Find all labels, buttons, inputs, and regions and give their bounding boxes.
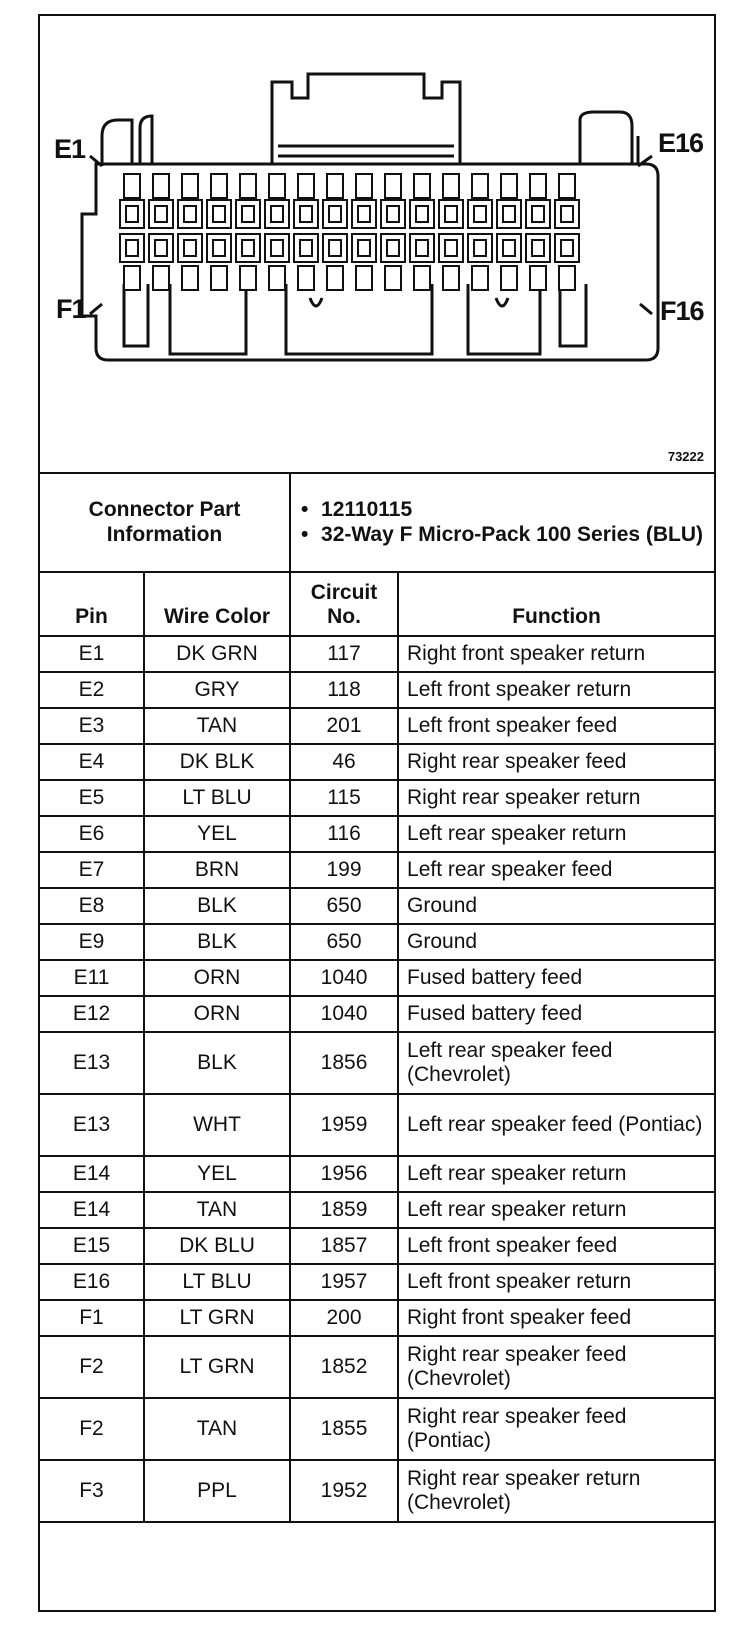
wire-color-cell: ORN: [144, 960, 290, 996]
pin-cell: E6: [40, 816, 144, 852]
connector-info-title: [40, 472, 290, 572]
connector-info-title-text: Connector Part Information: [88, 497, 241, 546]
header-function: Function: [398, 572, 714, 636]
function-cell: Fused battery feed: [398, 960, 714, 996]
function-cell: Left front speaker return: [398, 672, 714, 708]
function-cell: Left rear speaker feed (Pontiac): [398, 1094, 714, 1156]
circuit-no-cell: 117: [290, 636, 398, 672]
circuit-no-cell: 1855: [290, 1398, 398, 1460]
pin-cell: F2: [40, 1398, 144, 1460]
table-row: [40, 780, 714, 816]
function-cell: Ground: [398, 888, 714, 924]
function-cell: Right rear speaker feed (Pontiac): [398, 1398, 714, 1460]
pin-cell: F2: [40, 1336, 144, 1398]
table-row: [40, 1094, 714, 1156]
pin-label-e16: E16: [658, 128, 704, 158]
pin-cell: E13: [40, 1032, 144, 1094]
pin-label-e1: E1: [54, 134, 86, 164]
pin-cell: E1: [40, 636, 144, 672]
connector-info-list: [291, 491, 714, 553]
header-circuit-no: Circuit No.: [290, 572, 398, 636]
connector-info-row: [40, 472, 714, 572]
wire-color-cell: DK BLU: [144, 1228, 290, 1264]
wire-color-cell: TAN: [144, 1398, 290, 1460]
function-cell: Right front speaker feed: [398, 1300, 714, 1336]
wire-color-cell: DK BLK: [144, 744, 290, 780]
connector-info-details: [290, 472, 714, 572]
header-wire-color: Wire Color: [144, 572, 290, 636]
wire-color-cell: BLK: [144, 888, 290, 924]
wire-color-cell: DK GRN: [144, 636, 290, 672]
connector-drawing: [40, 16, 714, 472]
circuit-no-cell: 115: [290, 780, 398, 816]
table-row: [40, 1156, 714, 1192]
table-row: [40, 1336, 714, 1398]
function-cell: Right rear speaker feed: [398, 744, 714, 780]
circuit-no-cell: 201: [290, 708, 398, 744]
table-row: [40, 960, 714, 996]
figure-number: 73222: [667, 449, 704, 464]
pin-cell: E4: [40, 744, 144, 780]
circuit-no-cell: 118: [290, 672, 398, 708]
connector-part-number: • 12110115: [299, 497, 714, 522]
pin-cell: E3: [40, 708, 144, 744]
pin-cell: F1: [40, 1300, 144, 1336]
pin-cell: E5: [40, 780, 144, 816]
wire-color-cell: LT GRN: [144, 1336, 290, 1398]
circuit-no-cell: 650: [290, 924, 398, 960]
table-row: [40, 1192, 714, 1228]
function-cell: Left rear speaker feed (Chevrolet): [398, 1032, 714, 1094]
function-cell: Right front speaker return: [398, 636, 714, 672]
wire-color-cell: YEL: [144, 816, 290, 852]
circuit-no-cell: 650: [290, 888, 398, 924]
wire-color-cell: ORN: [144, 996, 290, 1032]
pin-cell: E2: [40, 672, 144, 708]
table-row: [40, 888, 714, 924]
pin-cell: E7: [40, 852, 144, 888]
function-cell: Left rear speaker return: [398, 1192, 714, 1228]
wire-color-cell: PPL: [144, 1460, 290, 1522]
table-row: [40, 1460, 714, 1522]
pinout-sheet: [38, 14, 716, 1612]
circuit-no-cell: 46: [290, 744, 398, 780]
circuit-no-cell: 1956: [290, 1156, 398, 1192]
wire-color-cell: BLK: [144, 1032, 290, 1094]
circuit-no-cell: 1856: [290, 1032, 398, 1094]
wire-color-cell: YEL: [144, 1156, 290, 1192]
wire-color-cell: TAN: [144, 1192, 290, 1228]
wire-color-cell: BRN: [144, 852, 290, 888]
wire-color-cell: TAN: [144, 708, 290, 744]
table-row: [40, 924, 714, 960]
wire-color-cell: LT BLU: [144, 1264, 290, 1300]
connector-diagram: [40, 16, 714, 474]
header-pin: Pin: [40, 572, 144, 636]
wire-color-cell: LT GRN: [144, 1300, 290, 1336]
function-cell: Left rear speaker feed: [398, 852, 714, 888]
pin-cell: E15: [40, 1228, 144, 1264]
table-row: [40, 1398, 714, 1460]
wire-color-cell: WHT: [144, 1094, 290, 1156]
function-cell: Left front speaker feed: [398, 1228, 714, 1264]
pin-cell: F3: [40, 1460, 144, 1522]
table-row: [40, 1264, 714, 1300]
pin-cell: E12: [40, 996, 144, 1032]
pin-label-f16: F16: [660, 296, 704, 326]
function-cell: Right rear speaker return: [398, 780, 714, 816]
function-cell: Left front speaker return: [398, 1264, 714, 1300]
circuit-no-cell: 1859: [290, 1192, 398, 1228]
table-row: [40, 672, 714, 708]
table-row: [40, 744, 714, 780]
circuit-no-cell: 199: [290, 852, 398, 888]
circuit-no-cell: 1857: [290, 1228, 398, 1264]
pinout-rows: [40, 636, 714, 1522]
circuit-no-cell: 1040: [290, 960, 398, 996]
function-cell: Right rear speaker feed (Chevrolet): [398, 1336, 714, 1398]
function-cell: Left rear speaker return: [398, 816, 714, 852]
function-cell: Fused battery feed: [398, 996, 714, 1032]
circuit-no-cell: 1957: [290, 1264, 398, 1300]
pin-cell: E9: [40, 924, 144, 960]
function-cell: Left front speaker feed: [398, 708, 714, 744]
function-cell: Ground: [398, 924, 714, 960]
table-row: [40, 636, 714, 672]
pin-cell: E8: [40, 888, 144, 924]
wire-color-cell: BLK: [144, 924, 290, 960]
wire-color-cell: LT BLU: [144, 780, 290, 816]
circuit-no-cell: 1852: [290, 1336, 398, 1398]
pin-cell: E11: [40, 960, 144, 996]
circuit-no-cell: 116: [290, 816, 398, 852]
pin-label-f1: F1: [56, 294, 86, 324]
table-row: [40, 852, 714, 888]
circuit-no-cell: 1959: [290, 1094, 398, 1156]
table-header-row: [40, 572, 714, 636]
table-row: [40, 1300, 714, 1336]
table-row: [40, 708, 714, 744]
pin-cell: E13: [40, 1094, 144, 1156]
function-cell: Right rear speaker return (Chevrolet): [398, 1460, 714, 1522]
pinout-table: [40, 472, 714, 1523]
function-cell: Left rear speaker return: [398, 1156, 714, 1192]
circuit-no-cell: 1040: [290, 996, 398, 1032]
table-row: [40, 1032, 714, 1094]
connector-description: • 32-Way F Micro-Pack 100 Series (BLU): [299, 522, 714, 547]
table-row: [40, 1228, 714, 1264]
pin-cell: E14: [40, 1192, 144, 1228]
circuit-no-cell: 1952: [290, 1460, 398, 1522]
table-row: [40, 996, 714, 1032]
wire-color-cell: GRY: [144, 672, 290, 708]
table-row: [40, 816, 714, 852]
pin-cell: E16: [40, 1264, 144, 1300]
circuit-no-cell: 200: [290, 1300, 398, 1336]
pin-cell: E14: [40, 1156, 144, 1192]
